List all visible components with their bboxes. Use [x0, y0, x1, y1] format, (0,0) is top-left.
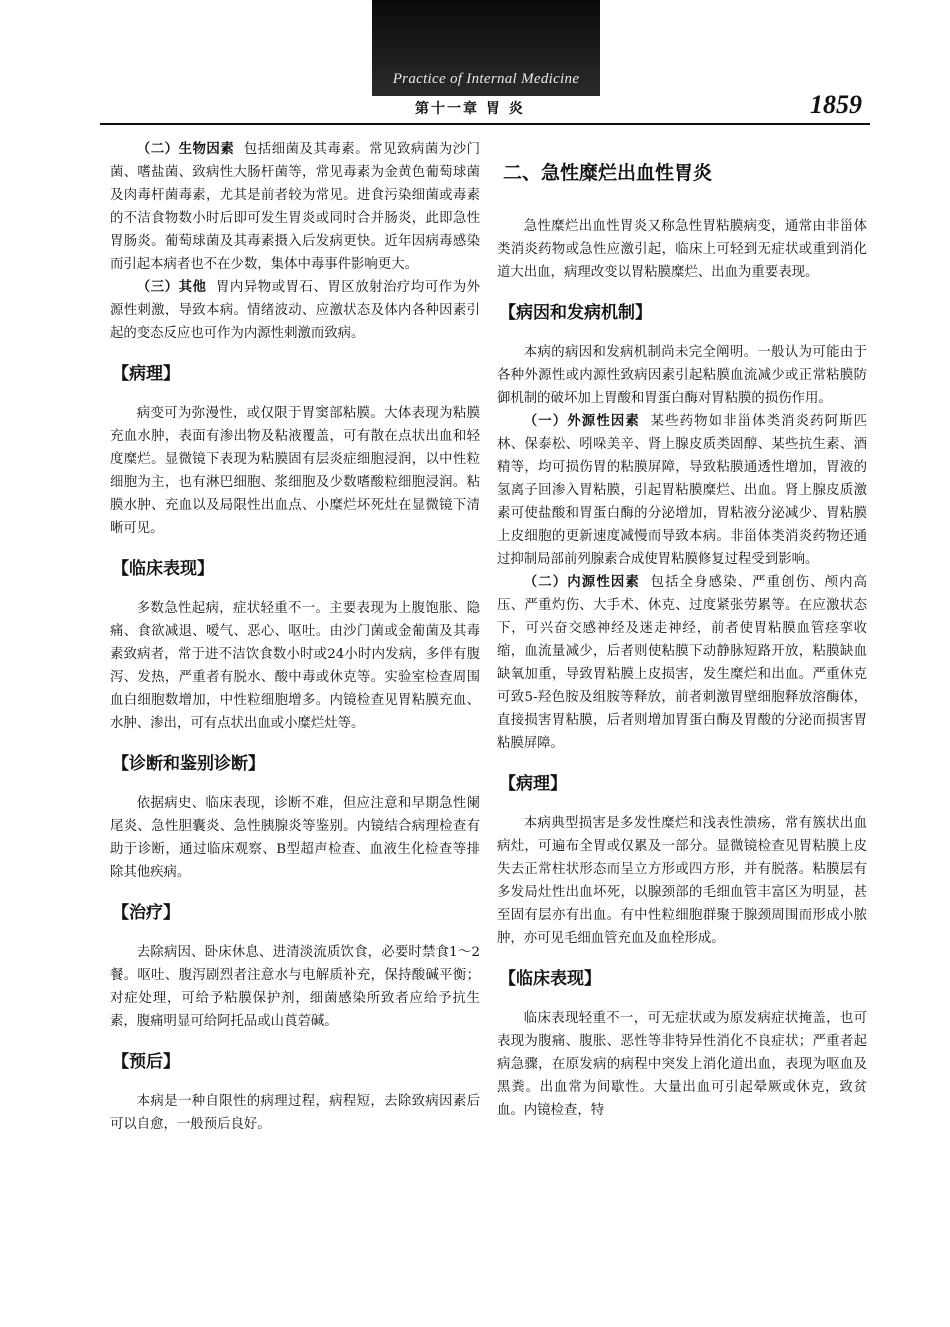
- section-title: 二、急性糜烂出血性胃炎: [503, 162, 713, 184]
- journal-banner: [372, 0, 600, 96]
- heading-clinical: 【临床表现】: [112, 559, 214, 579]
- chapter-heading: 第十一章 胃 炎: [415, 101, 525, 117]
- paragraph-text: 包括细菌及其毒素。常见致病菌为沙门菌、嗜盐菌、致病性大肠杆菌等，常见毒素为金黄色葡萄球菌及肉毒杆菌毒素，尤其是前者较为常见。进食污染细菌或毒素的不洁食物数小时后即可发生胃炎或同时合并肠炎，此即急性胃肠炎。葡萄球菌及其毒素摄入后发病更快。近年因病毒感染而引起本病者也不在少数，集体中毒事件影响更大。: [110, 142, 481, 272]
- paragraph-pathology: 病变可为弥漫性，或仅限于胃窦部粘膜。大体表现为粘膜充血水肿，表面有渗出物及粘液覆盖，可有散在点状出血和轻度糜烂。显微镜下表现为粘膜固有层炎症细胞浸润，以中性粒细胞为主，也有淋巴细胞、浆细胞及少数嗜酸粒细胞浸润。粘膜水肿、充血以及局限性出血点、小糜烂坏死灶在显微镜下清晰可见。: [110, 406, 480, 536]
- heading-diagnosis: 【诊断和鉴别诊断】: [112, 754, 265, 774]
- subheading-exogenous: （一）外源性因素: [523, 414, 640, 429]
- paragraph-etiology: 本病的病因和发病机制尚未完全阐明。一般认为可能由于各种外源性或内源性致病因素引起粘膜血流减少或正常粘膜防御机制的破坏加上胃酸和胃蛋白酶对胃粘膜的损伤作用。: [497, 345, 867, 406]
- paragraph-text: 胃内异物或胃石、胃区放射治疗均可作为外源性刺激，导致本病。情绪波动、应激状态及体内各种因素引起的变态反应也可作为内源性刺激而致病。: [110, 280, 481, 341]
- journal-title: Practice of Internal Medicine: [392, 71, 580, 87]
- heading-treatment: 【治疗】: [112, 903, 180, 923]
- page-number: 1859: [810, 90, 862, 119]
- right-column: [497, 158, 867, 1122]
- subheading-endogenous: （二）内源性因素: [523, 575, 640, 590]
- heading-pathology: 【病理】: [112, 364, 180, 384]
- subheading-other: （三）其他: [136, 280, 207, 295]
- heading-clinical-2: 【临床表现】: [499, 969, 601, 989]
- heading-prognosis: 【预后】: [112, 1052, 180, 1072]
- paragraph-other: [110, 276, 480, 345]
- paragraph-exogenous: [497, 410, 867, 571]
- heading-pathology-2: 【病理】: [499, 774, 567, 794]
- paragraph-endogenous: [497, 571, 867, 755]
- paragraph-prognosis: 本病是一种自限性的病理过程，病程短，去除致病因素后可以自愈，一般预后良好。: [110, 1094, 480, 1132]
- heading-etiology: 【病因和发病机制】: [499, 303, 652, 323]
- header-rule: [100, 123, 870, 125]
- left-column: [110, 138, 480, 1136]
- paragraph-text: 某些药物如非甾体类消炎药阿斯匹林、保泰松、吲哚美辛、肾上腺皮质类固醇、某些抗生素、酒精等，均可损伤胃的粘膜屏障，导致粘膜通透性增加，胃液的氢离子回渗入胃粘膜，引起胃粘膜糜烂、出血。肾上腺皮质激素可使盐酸和胃蛋白酶的分泌增加，胃粘液分泌减少、胃粘膜上皮细胞的更新速度减慢而导致本病。非甾体类消炎药物还通过抑制局部前列腺素合成使胃粘膜修复过程受到影响。: [497, 414, 868, 567]
- paragraph-treatment: 去除病因、卧床休息、进清淡流质饮食，必要时禁食1～2餐。呕吐、腹泻剧烈者注意水与电解质补充，保持酸碱平衡；对症处理，可给予粘膜保护剂，细菌感染所致者应给予抗生素，腹痛明显可给阿托品或山莨菪碱。: [110, 945, 480, 1029]
- paragraph-text: 包括全身感染、严重创伤、颅内高压、严重灼伤、大手术、休克、过度紧张劳累等。在应激状态下，可兴奋交感神经及迷走神经，前者使胃粘膜血管痉挛收缩，血流量减少，后者则使粘膜下动静脉短路开放，粘膜缺血缺氧加重，导致胃粘膜上皮损害，发生糜烂和出血。严重休克可致5-羟色胺及组胺等释放，前者刺激胃壁细胞释放溶酶体，直接损害胃粘膜，后者则增加胃蛋白酶及胃酸的分泌而损害胃粘膜屏障。: [497, 575, 868, 751]
- paragraph-diagnosis: 依据病史、临床表现，诊断不难，但应注意和早期急性阑尾炎、急性胆囊炎、急性胰腺炎等鉴别。内镜结合病理检查有助于诊断，通过临床观察、B型超声检查、血液生化检查等排除其他疾病。: [110, 796, 480, 880]
- paragraph-intro: 急性糜烂出血性胃炎又称急性胃粘膜病变，通常由非甾体类消炎药物或急性应激引起，临床上可轻到无症状或重到消化道大出血，病理改变以胃粘膜糜烂、出血为重要表现。: [497, 219, 867, 280]
- paragraph-biological: [110, 138, 480, 276]
- paragraph-clinical-2: 临床表现轻重不一，可无症状或为原发病症状掩盖，也可表现为腹痛、腹胀、恶性等非特异性消化不良症状；严重者起病急骤，在原发病的病程中突发上消化道出血，表现为呕血及黑粪。出血常为间歇性。大量出血可引起晕厥或休克，致贫血。内镜检查，特: [497, 1011, 867, 1118]
- subheading-biological: （二）生物因素: [136, 142, 235, 157]
- paragraph-clinical: 多数急性起病，症状轻重不一。主要表现为上腹饱胀、隐痛、食欲减退、嗳气、恶心、呕吐。由沙门菌或金葡菌及其毒素致病者，常于进不洁饮食数小时或24小时内发病，多伴有腹泻、发热，严重者有脱水、酸中毒或休克等。实验室检查周围血白细胞数增加，中性粒细胞增多。内镜检查见胃粘膜充血、水肿、渗出，可有点状出血或小糜烂灶等。: [110, 601, 480, 731]
- paragraph-pathology-2: 本病典型损害是多发性糜烂和浅表性溃疡，常有簇状出血病灶，可遍布全胃或仅累及一部分。显微镜检查见胃粘膜上皮失去正常柱状形态而呈立方形或四方形，并有脱落。粘膜层有多发局灶性出血坏死，以腺颈部的毛细血管丰富区为明显，甚至固有层亦有出血。有中性粒细胞群聚于腺颈周围而形成小脓肿，亦可见毛细血管充血及血栓形成。: [497, 816, 867, 946]
